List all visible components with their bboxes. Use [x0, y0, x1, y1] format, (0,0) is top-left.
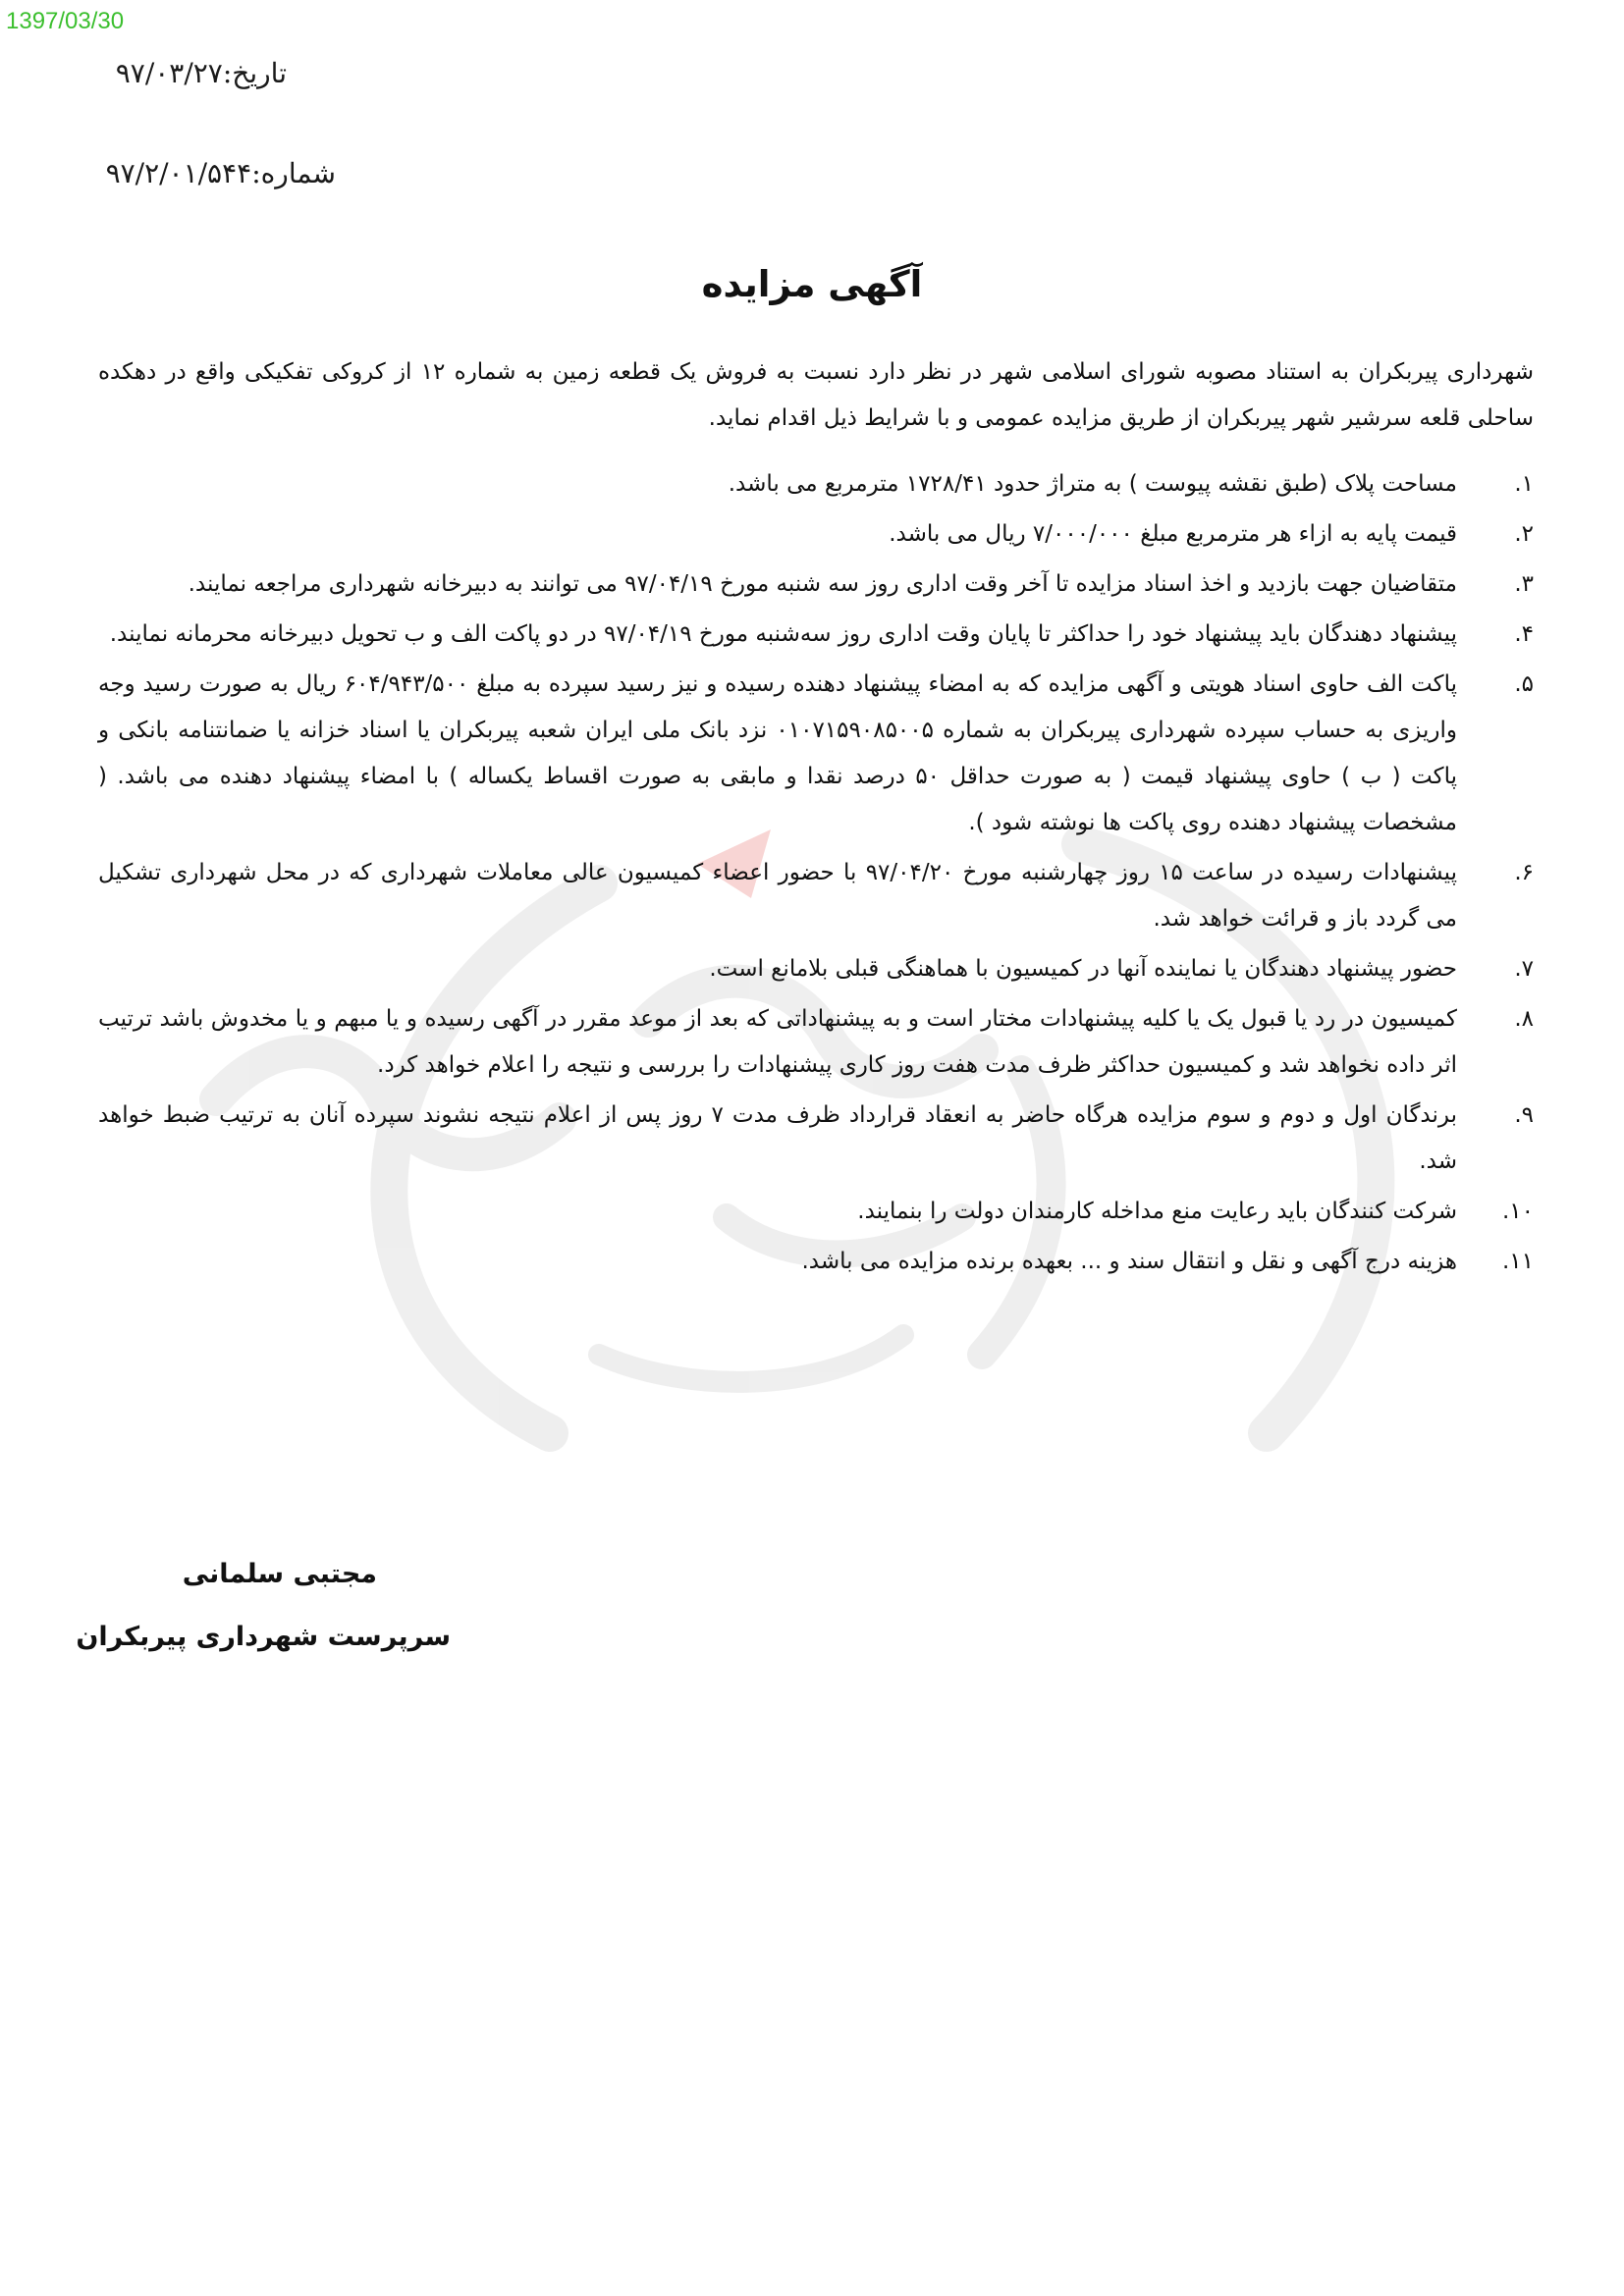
number-label: شماره:: [251, 157, 336, 189]
condition-number: ۱۰.: [1501, 1199, 1534, 1224]
document-number: [0, 157, 336, 189]
condition-item: [98, 662, 1534, 846]
condition-number: ۴.: [1514, 621, 1534, 647]
condition-number: ۵.: [1514, 671, 1534, 697]
page-title: آگهی مزایده: [701, 263, 923, 305]
condition-item: [98, 996, 1534, 1089]
signatory-title: سرپرست شهرداری پیربکران: [76, 1622, 451, 1652]
condition-item: [98, 461, 1534, 507]
condition-text: حضور پیشنهاد دهندگان یا نماینده آنها در کمیسیون با هماهنگی قبلی بلامانع است.: [709, 956, 1457, 982]
condition-text: هزینه درج آگهی و نقل و انتقال سند و ... بعهده برنده مزایده می باشد.: [801, 1249, 1457, 1274]
condition-item: [98, 1239, 1534, 1285]
condition-text: قیمت پایه به ازاء هر مترمربع مبلغ ۷/۰۰۰/۰۰۰ ریال می باشد.: [889, 521, 1457, 547]
announcement-body: [98, 349, 1534, 1289]
conditions-list: [98, 461, 1534, 1285]
condition-text: کمیسیون در رد یا قبول یک یا کلیه پیشنهادات مختار است و به پیشنهاداتی که بعد از موعد مقرر در آگهی رسیده و یا مبهم و یا مخدوش باشد ترتیب اثر داده نخواهد شد و کمیسیون حداکثر ظرف مدت هفت روز کاری پیشنهادات را بررسی و نتیجه را اعلام خواهد کرد.: [98, 1006, 1457, 1078]
condition-text: پیشنهاد دهندگان باید پیشنهاد خود را حداکثر تا پایان وقت اداری روز سه‌شنبه مورخ ۹۷/۰۴/۱۹ در دو پاکت الف و ب تحویل دبیرخانه محرمانه نمایند.: [109, 621, 1457, 647]
condition-item: [98, 511, 1534, 558]
condition-text: مساحت پلاک (طبق نقشه پیوست ) به متراژ حدود ۱۷۲۸/۴۱ مترمربع می باشد.: [728, 471, 1457, 497]
condition-text: برندگان اول و دوم و سوم مزایده هرگاه حاضر به انعقاد قرارداد ظرف مدت ۷ روز پس از اعلام نتیجه نشوند سپرده آنان به ترتیب ضبط خواهد شد.: [98, 1102, 1457, 1174]
condition-item: [98, 850, 1534, 942]
condition-number: ۹.: [1514, 1102, 1534, 1128]
condition-item: [98, 561, 1534, 608]
condition-number: ۶.: [1514, 860, 1534, 885]
condition-text: پیشنهادات رسیده در ساعت ۱۵ روز چهارشنبه مورخ ۹۷/۰۴/۲۰ با حضور اعضاء کمیسیون عالی معاملات شهرداری که در محل شهرداری تشکیل می گردد باز و قرائت خواهد شد.: [98, 860, 1457, 932]
date-value: ۹۷/۰۳/۲۷: [115, 57, 223, 89]
condition-number: ۱.: [1514, 471, 1534, 497]
intro-paragraph: شهرداری پیربکران به استناد مصوبه شورای اسلامی شهر در نظر دارد نسبت به فروش یک قطعه زمین به شماره ۱۲ از کروکی تفکیکی واقع در دهکده ساحلی قلعه سرشیر شهر پیربکران از طریق مزایده عمومی و با شرایط ذیل اقدام نماید.: [98, 359, 1534, 431]
condition-number: ۸.: [1514, 1006, 1534, 1032]
document-date: [0, 57, 287, 89]
condition-text: پاکت الف حاوی اسناد هویتی و آگهی مزایده که به امضاء پیشنهاد دهنده رسیده و نیز رسید سپرده به مبلغ ۶۰۴/۹۴۳/۵۰۰ ریال به صورت رسید وجه واریزی به حساب سپرده شهرداری پیربکران به شماره ۰۱۰۷۱۵۹۰۸۵۰۰۵ نزد بانک ملی ایران شعبه پیربکران یا اسناد خزانه یا ضمانتنامه بانکی و پاکت ( ب ) حاوی پیشنهاد قیمت ( به صورت حداقل ۵۰ درصد نقدا و مابقی به صورت اقساط یکساله ) با امضاء پیشنهاد دهنده می باشد. ( مشخصات پیشنهاد دهنده روی پاکت ها نوشته شود ).: [98, 671, 1457, 835]
condition-item: [98, 1189, 1534, 1235]
condition-text: شرکت کنندگان باید رعایت منع مداخله کارمندان دولت را بنمایند.: [857, 1199, 1457, 1224]
date-label: تاریخ:: [222, 57, 287, 89]
condition-item: [98, 946, 1534, 992]
number-value: ۹۷/۲/۰۱/۵۴۴: [105, 157, 252, 189]
condition-number: ۱۱.: [1501, 1249, 1534, 1274]
condition-item: [98, 1093, 1534, 1185]
condition-number: ۲.: [1514, 521, 1534, 547]
condition-number: ۳.: [1514, 571, 1534, 597]
signatory-name: مجتبی سلمانی: [182, 1559, 377, 1589]
condition-item: [98, 612, 1534, 658]
stamp-date: 1397/03/30: [6, 8, 125, 34]
condition-number: ۷.: [1514, 956, 1534, 982]
condition-text: متقاضیان جهت بازدید و اخذ اسناد مزایده تا آخر وقت اداری روز سه شنبه مورخ ۹۷/۰۴/۱۹ می توانند به دبیرخانه شهرداری مراجعه نمایند.: [188, 571, 1457, 597]
